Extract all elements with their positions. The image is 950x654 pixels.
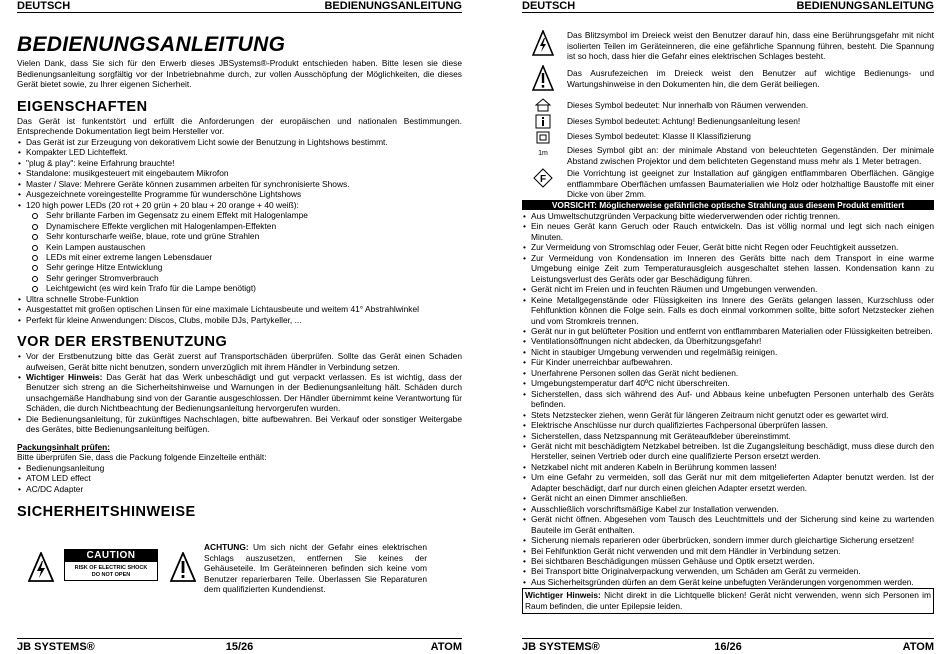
list-item: Sehr brillante Farben im Gegensatz zu einem Effekt mit Halogenlampe [30, 210, 462, 220]
symbol-text: Das Blitzsymbol im Dreieck weist den Benutzer darauf hin, dass eine Berührungsgefahr mit nicht isolierten Teilen im Geräteinneren, die eine gefährliche Spannung führen, besteht. Die Spannung ist so hoch, dass hier die Gefahr eines elektrischen Schlages besteht. [567, 30, 934, 62]
distance-icon [532, 145, 554, 163]
list-item: • Zur Vermeidung von Stromschlag oder Feuer, Gerät bitte nicht Regen oder Feuchtigkeit aussetzen. [522, 242, 934, 252]
symbol-text: Dieses Symbol gibt an: der minimale Abstand von beleuchteten Gegenständen. Der minimale Abstand zwischen Projektor und dem belichteten Gegenstand muss mehr als 1 Meter betragen. [567, 145, 934, 166]
list-item: • Ein neues Gerät kann Geruch oder Rauch entwickeln. Das ist völlig normal und legt sich nach einigen Minuten. [522, 221, 934, 242]
symbol-row [522, 98, 934, 114]
feature-list [17, 137, 462, 210]
page-15 [17, 0, 462, 654]
list-item: • Stets Netzstecker ziehen, wenn Gerät für längeren Zeitraum nicht genutzt oder es gewartet wird. [522, 410, 934, 420]
exclamation-triangle-icon [532, 65, 554, 91]
list-item: Sehr geringe Hitze Entwicklung [30, 262, 462, 272]
list-item: • Ventilationsöffnungen nicht abdecken, da Überhitzungsgefahr! [522, 336, 934, 346]
feature-list-2 [17, 294, 462, 325]
important-text: Das Gerät hat das Werk unbeschädigt und gut verpackt verlassen. Es ist wichtig, dass der Benutzer sich streng an die Sicherheitshinweise und Warnungen in der Bedienungsanleitung hält. Schäden durch unsachgemäße Handhabung sind von der Garantie ausgeschlossen. Der Händler übernimmt keine Verantwortung für Schäden, die durch Nichtbeachtung der Bedienungsanleitung hervorgerufen wurden. [26, 372, 462, 414]
list-item: • Kompakter LED Lichteffekt. [17, 147, 462, 157]
list-item: • Perfekt für kleine Anwendungen: Discos, Clubs, mobile DJs, Partykeller, ... [17, 315, 462, 325]
list-item: • Ausgestattet mit großen optischen Linsen für eine maximale Lichtausbeute und weitem 41° Abstrahlwinkel [17, 304, 462, 314]
caution-title: CAUTION [65, 550, 157, 562]
list-item: • Bei Transport bitte Originalverpackung verwenden, um Schäden am Gerät zu vermeiden. [522, 566, 934, 576]
list-item: • Für Kinder unerreichbar aufbewahren. [522, 357, 934, 367]
list-item: Dynamischere Effekte verglichen mit Halogenlampen-Effekten [30, 221, 462, 231]
list-item: • Gerät nicht mit beschädigtem Netzkabel betreiben. Ist die Zugangsleitung beschädigt, muss diese durch den Hersteller, seinen Vertrieb oder durch eine qualifizierte Person ersetzt werden. [522, 441, 934, 462]
symbol-text: Das Ausrufezeichen im Dreieck weist den Benutzer auf wichtige Bedienungs- und Wartungshinweise in den Dokumenten hin, die dem Gerät beiliegen. [567, 68, 934, 89]
footer-brand: JB SYSTEMS® [17, 641, 95, 653]
list-item: • Bedienungsanleitung [17, 463, 462, 473]
list-item: Leichtgewicht (es wird kein Trafo für die Lampe benötigt) [30, 283, 462, 293]
list-item: • Bei sichtbaren Beschädigungen müssen Gehäuse und Optik ersetzt werden. [522, 556, 934, 566]
footer-brand: JB SYSTEMS® [522, 641, 600, 653]
list-item: • 120 high power LEDs (20 rot + 20 grün + 20 blau + 20 orange + 40 weiß): [17, 200, 462, 210]
list-item: • "plug & play": keine Erfahrung brauchte! [17, 158, 462, 168]
list-item: • Gerät nicht im Freien und in feuchten Räumen und Umgebungen verwenden. [522, 284, 934, 294]
list-item: • Elektrische Anschlüsse nur durch qualifiziertes Fachpersonal überprüfen lassen. [522, 420, 934, 430]
pack-text: Bitte überprüfen Sie, dass die Packung folgende Einzelteile enthält: [17, 452, 267, 463]
heading-sicherheitshinweise: SICHERHEITSHINWEISE [17, 504, 196, 521]
list-item: • Vor der Erstbenutzung bitte das Gerät zuerst auf Transportschäden überprüfen. Sollte das Gerät einen Schaden aufweisen, Gerät bitte nicht benutzen, sondern unverzüglich mit ihrem Händler in Verbindung setzen. [17, 351, 462, 372]
important-label: Wichtiger Hinweis: [525, 590, 601, 601]
page-footer [522, 641, 934, 654]
list-item: • Nicht in staubiger Umgebung verwenden und regelmäßig reinigen. [522, 347, 934, 357]
list-item: Kein Lampen austauschen [30, 242, 462, 252]
achtung-label: ACHTUNG: [204, 542, 249, 552]
symbols-section [522, 30, 934, 199]
heading-vor-der-erstbenutzung: VOR DER ERSTBENUTZUNG [17, 334, 228, 351]
list-item [17, 372, 462, 414]
vorsicht-banner: VORSICHT: Möglicherweise gefährliche optische Strahlung aus diesem Produkt emittiert [522, 200, 934, 210]
footer-product: ATOM [430, 641, 462, 653]
list-item: • Die Bedienungsanleitung, für zukünftiges Nachschlagen, bitte aufbewahren. Bei Verkauf oder sonstiger Weitergabe des Gerätes, bitte Bedienungsanleitung beifügen. [17, 414, 462, 435]
important-label: Wichtiger Hinweis: [26, 372, 103, 383]
list-item: • Ausschließlich vorschriftsmäßige Kabel zur Installation verwenden. [522, 504, 934, 514]
read-manual-icon [532, 114, 554, 129]
list-item: • Sicherung niemals reparieren oder überbrücken, sondern immer durch gleichartige Sicherung ersetzen! [522, 535, 934, 545]
pack-list [17, 463, 462, 494]
symbol-row [522, 145, 934, 168]
list-item: • ATOM LED effect [17, 473, 462, 483]
vor-list [17, 351, 462, 435]
flammable-surface-icon [532, 168, 554, 188]
list-item: • Sicherstellen, dass Netzspannung mit Geräteaufkleber übereinstimmt. [522, 431, 934, 441]
lightning-triangle-icon [532, 30, 554, 56]
safety-list [522, 211, 934, 587]
main-content [17, 33, 462, 521]
list-item: • Unerfahrene Personen sollen das Gerät nicht bedienen. [522, 368, 934, 378]
list-item: • Aus Sicherheitsgründen dürfen an dem Gerät keine unbefugten Veränderungen vorgenommen werden. [522, 577, 934, 587]
symbol-text: Die Vorrichtung ist geeignet zur Installation auf gängigen entflammbaren Oberflächen. Gängige entflammbare Oberflächen umfassen Baumaterialien wie Holz oder holzhaltige Baustoffe mit einer Dicke von über 2mm. [567, 168, 934, 200]
exclamation-warning-icon [170, 552, 196, 582]
list-item: • Ausgezeichnete voreingestellte Programme für wunderschöne Lightshows [17, 189, 462, 199]
symbol-row [522, 168, 934, 199]
caution-line-1: RISK OF ELECTRIC SHOCK [74, 565, 148, 571]
pack-heading: Packungsinhalt prüfen: [17, 441, 111, 452]
indoor-house-icon [532, 98, 554, 112]
page-footer [17, 641, 462, 654]
safety-section [522, 200, 934, 614]
heading-eigenschaften: EIGENSCHAFTEN [17, 98, 148, 115]
intro-paragraph: Vielen Dank, dass Sie sich für den Erwerb dieses JBSystems®-Produkt entschieden haben. Bitte lesen sie diese Bedienungsanleitung sorgfältig vor der Inbetriebnahme durch, zur vollen Ausschöpfung der Möglichkeiten, die dieses Gerät bietet sowie, zu Ihrer eigenen Sicherheit. [17, 58, 462, 90]
footer-product: ATOM [902, 641, 934, 653]
symbol-text: Dieses Symbol bedeutet: Nur innerhalb von Räumen verwenden. [567, 100, 809, 110]
achtung-text: Um sich nicht der Gefahr eines elektrischen Schlags auszusetzen, entfernen Sie keines der Gehäuseteile. Im Geräteinneren befinden sich keine vom Benutzer reparierbaren Teile. Überlassen Sie Reparaturen dem qualifizierten Kundendienst. [204, 542, 427, 595]
list-item: • Standalone: musikgesteuert mit eingebautem Mikrofon [17, 168, 462, 178]
list-item: • Sicherstellen, dass sich während des Auf- und Abbaus keine unbefugten Personen unterhalb des Geräts befinden. [522, 389, 934, 410]
page-number: 16/26 [714, 641, 742, 653]
symbol-row [522, 65, 934, 98]
list-item: • Bei Fehlfunktion Gerät nicht verwenden und mit dem Händler in Verbindung setzen. [522, 546, 934, 556]
distance-icon-label: 1m [538, 150, 548, 157]
list-item: • Gerät nicht öffnen. Abgesehen vom Tausch des Leuchtmittels und der Sicherung sind keine zu wartenden Bauteile im Gerät enthalten. [522, 514, 934, 535]
eig-paragraph: Das Gerät ist funkentstört und erfüllt die Anforderungen der europäischen und nationalen Bestimmungen. Entsprechende Dokumentation liegt beim Hersteller vor. [17, 115, 462, 137]
led-sublist [30, 210, 462, 294]
list-item: • AC/DC Adapter [17, 484, 462, 494]
symbol-text: Dieses Symbol bedeutet: Klasse II Klassifizierung [567, 131, 751, 141]
list-item: • Master / Slave: Mehrere Geräte können zusammen arbeiten für synchronisierte Shows. [17, 179, 462, 189]
page-header [522, 0, 934, 13]
list-item: Sehr geringer Stromverbrauch [30, 273, 462, 283]
page-16 [522, 0, 934, 654]
symbol-row [522, 114, 934, 131]
header-title: BEDIENUNGSANLEITUNG [796, 0, 934, 12]
page-header [17, 0, 462, 13]
list-item: • Zur Vermeidung von Kondensation im Inneren des Geräts bitte nach dem Transport in eine warme Umgebung einige Zeit zum Temperaturausgleich ausgeschaltet stehen lassen. Kondensation kann zu Leistungsverlust des Geräts oder gar Beschädigung führen. [522, 253, 934, 284]
list-item: Sehr konturscharfe weiße, blaue, rote und grüne Strahlen [30, 231, 462, 241]
header-language: DEUTSCH [522, 0, 576, 12]
footer-divider [522, 638, 934, 639]
symbol-row [522, 30, 934, 65]
header-language: DEUTSCH [17, 0, 71, 12]
class-ii-icon [532, 131, 554, 144]
list-item: • Gerät nicht an einen Dimmer anschließen. [522, 493, 934, 503]
footer-divider [17, 638, 462, 639]
important-text: Nicht direkt in die Lichtquelle blicken! Gerät nicht verwenden, wenn sich Personen im Raum befinden, die unter Epilepsie leiden. [525, 590, 932, 611]
page-title: BEDIENUNGSANLEITUNG [17, 33, 286, 56]
list-item: • Aus Umweltschutzgründen Verpackung bitte wiederverwenden oder richtig trennen. [522, 211, 934, 221]
achtung-paragraph [204, 542, 427, 595]
shock-warning-icon [28, 552, 54, 582]
important-note-box [522, 588, 934, 613]
list-item: • Umgebungstemperatur darf 40ºC nicht überschreiten. [522, 378, 934, 388]
page-number: 15/26 [225, 641, 254, 653]
symbol-text: Dieses Symbol bedeutet: Achtung! Bedienungsanleitung lesen! [567, 116, 801, 126]
flammable-letter: F [539, 174, 547, 185]
symbol-row [522, 131, 934, 145]
list-item: • Netzkabel nicht mit anderen Kabeln in Berührung kommen lassen! [522, 462, 934, 472]
list-item: LEDs mit einer extreme langen Lebensdauer [30, 252, 462, 262]
list-item: • Keine Metallgegenstände oder Flüssigkeiten ins Innere des Geräts gelangen lassen, Kurzschluss oder Fehlfunktion können die Folge sein. Falls es doch einmal vorkommen sollte, bitte sofort Netzstecker ziehen und vom Stromkreis trennen. [522, 295, 934, 326]
list-item: • Gerät nur in gut belüfteter Position und entfernt von entflammbaren Materialien oder Flüssigkeiten betreiben. [522, 326, 934, 336]
caution-label [64, 549, 158, 581]
list-item: • Ultra schnelle Strobe-Funktion [17, 294, 462, 304]
header-title: BEDIENUNGSANLEITUNG [324, 0, 462, 12]
list-item: • Das Gerät ist zur Erzeugung von dekorativem Licht sowie der Benutzung in Lightshows bestimmt. [17, 137, 462, 147]
caution-line-2: DO NOT OPEN [91, 572, 131, 578]
list-item: • Um eine Gefahr zu vermeiden, soll das Gerät nur mit dem mitgelieferten Adapter benutzt werden. Ist der Adapter beschädigt, darf nur durch einen gleichen Adapter ersetzt werden. [522, 472, 934, 493]
